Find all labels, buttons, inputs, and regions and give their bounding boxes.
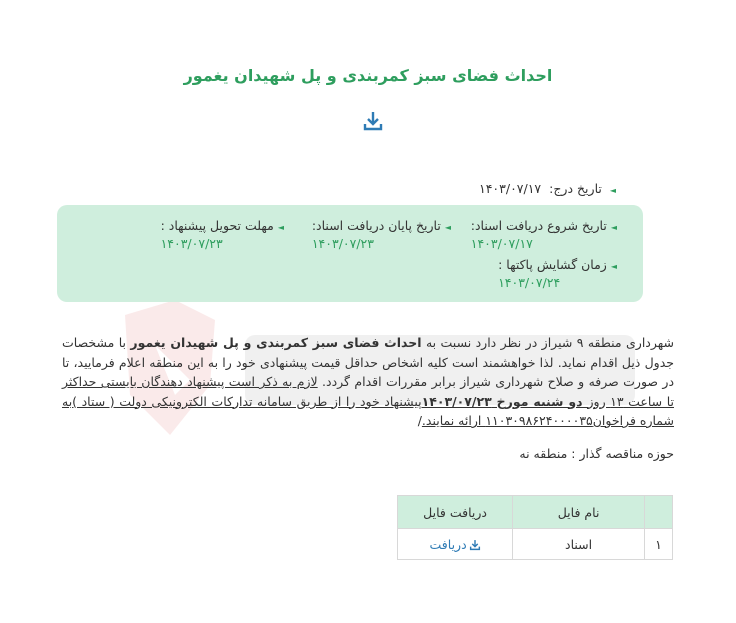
files-table: [397, 495, 673, 560]
tender-description: [62, 333, 674, 431]
doc-end-value: ۱۴۰۳/۰۷/۲۳: [311, 236, 374, 251]
row-file-name: اسناد: [513, 529, 645, 560]
opening-field: [498, 257, 617, 290]
header-file-name: نام فایل: [513, 496, 645, 529]
deadline-label: مهلت تحویل پیشنهاد :: [160, 218, 274, 233]
row-index: ۱: [644, 529, 672, 560]
description-day: دو شنبه مورخ: [491, 393, 588, 409]
deadline-field: [161, 218, 284, 251]
triangle-left-icon: ◄: [610, 262, 617, 271]
deadline-value: ۱۴۰۳/۰۷/۲۳: [160, 236, 223, 251]
table-row: [398, 529, 673, 560]
header-download: دریافت فایل: [398, 496, 513, 529]
doc-start-value: ۱۴۰۳/۰۷/۱۷: [470, 236, 533, 251]
opening-label: زمان گشایش پاکتها :: [498, 257, 607, 272]
triangle-left-icon: ◄: [277, 223, 284, 232]
description-part1: شهرداری منطقه ۹ شیراز در نظر دارد نسبت به: [421, 335, 674, 350]
triangle-left-icon: ◄: [610, 223, 617, 232]
opening-value: ۱۴۰۳/۰۷/۲۴: [498, 275, 561, 290]
registration-date-value: ۱۴۰۳/۰۷/۱۷: [479, 181, 542, 196]
row-download-cell: [398, 529, 513, 560]
triangle-left-icon: ◄: [444, 223, 451, 232]
description-tail: /: [417, 413, 422, 428]
organizer: حوزه مناقصه گذار : منطقه نه: [519, 446, 674, 461]
download-link[interactable]: [430, 537, 481, 552]
page-title: احداث فضای سبز کمربندی و پل شهیدان یغمور: [183, 66, 553, 85]
doc-start-label: تاریخ شروع دریافت اسناد:: [470, 218, 607, 233]
doc-end-label: تاریخ پایان دریافت اسناد:: [311, 218, 441, 233]
download-link-label: دریافت: [429, 536, 467, 552]
header-index: [644, 496, 672, 529]
download-icon[interactable]: [362, 110, 384, 132]
doc-start-field: [471, 218, 617, 251]
description-underline2: پیشنهاد خود را از طریق سامانه تدارکات الکترونیکی دولت ( ستاد )به شماره فراخوان۱۱۰۳۰۹۸۶۲۴۰۰۰۰۳۵ ارائه نمایند.: [62, 393, 674, 428]
files-table-header: [398, 496, 673, 529]
description-underline1: لازم به ذکر است پیشنهاد دهندگان بایستی حداکثر تا ساعت ۱۳ روز: [62, 374, 674, 409]
dates-panel: [57, 205, 643, 302]
registration-date-label: تاریخ درج:: [549, 181, 602, 196]
download-icon: [469, 539, 481, 551]
description-date: ۱۴۰۳/۰۷/۲۳: [421, 393, 492, 409]
doc-end-field: [312, 218, 451, 251]
triangle-left-icon: ◄: [609, 186, 616, 195]
registration-date: [479, 181, 616, 196]
description-part2: با مشخصات جدول ذیل اقدام نماید. لذا خواهشمند است کلیه اشخاص حداقل قیمت پیشنهادی خود را به این منطقه اعلام فرمایید، تا در صورت صرفه و صلاح شهرداری شیراز برابر مقررات اقدام گردد.: [62, 335, 675, 389]
description-subject: احداث فضای سبز کمربندی و پل شهیدان یغمور: [130, 335, 422, 350]
